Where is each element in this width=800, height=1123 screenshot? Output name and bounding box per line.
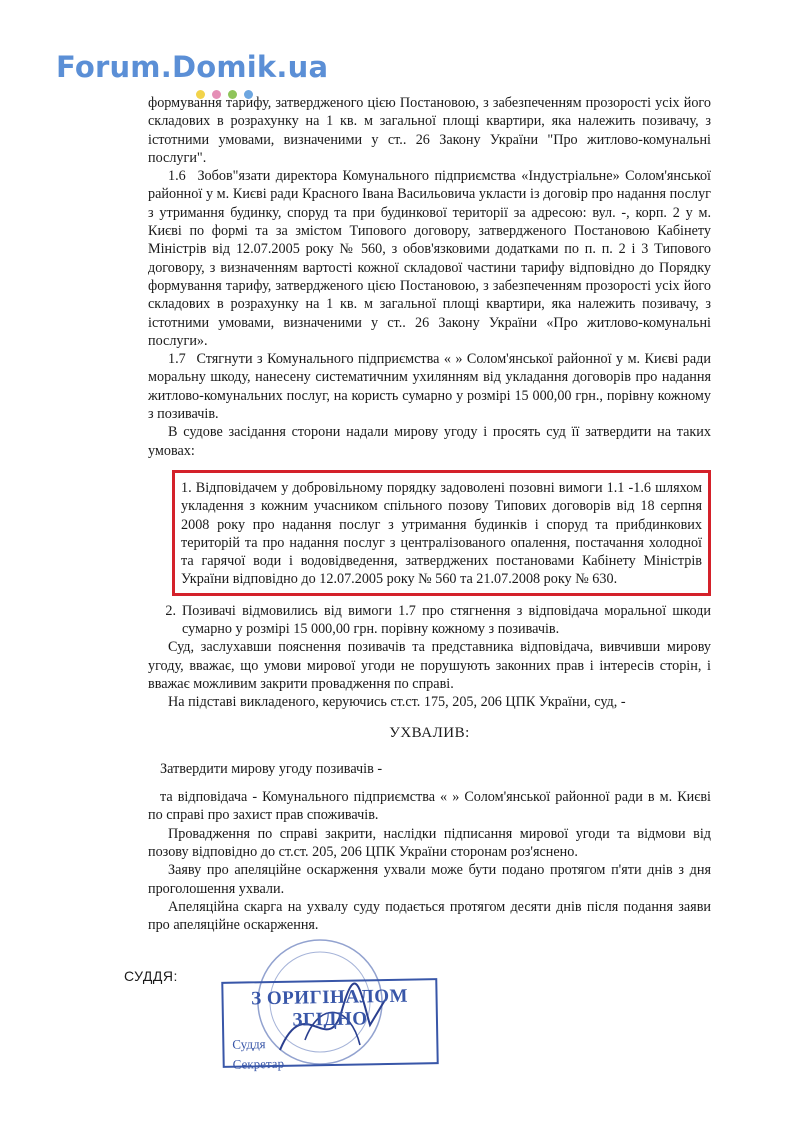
paragraph-continuation: формування тарифу, затвердженого цією Постановою, з забезпеченням прозорості усіх його складових в розрахунку на 1 кв. м загальної площі квартири, яка належить позивачу, з істотними умовами, визначеними у ст.. 26 Закону України "Про житлово-комунальні послуги". [148,95,711,166]
paragraph-text: Зобов"язати директора Комунального підприємства «Індустріальне» Солом'янської районної у м. Києві ради Красного Івана Васильовича укласти із договір про надання послуг з утримання будинку, споруд та при будинкової території за адресою: вул. -, корп. 2 у м. Києві по формі та за змістом Типового договору, затвердженого Постановою Кабінету Міністрів від 12.07.2005 року № 560, з обов'язковими додатками по п. п. 2 і 3 Типового договору, з визначенням вартості кожної складової частини тарифу відповідно до Порядку формування тарифу, затвердженого цією Постановою, з забезпеченням прозорості усіх його складових в розрахунку на 1 кв. м загальної площі квартири, яка належить позивачу, з істотними умовами, визначеними у ст.. 26 Закону України «Про житлово-комунальні послуги». [148,168,711,349]
paragraph-legal-basis: На підставі викладеного, керуючись ст.ст. 175, 205, 206 ЦПК України, суд, - [168,694,626,711]
term-item [148,602,711,639]
court-stamp [210,930,450,1080]
document-page [148,94,711,934]
highlighted-term [172,470,711,596]
paragraph-court-review: Суд, заслухавши пояснення позивачів та представника відповідача, вивчивши мирову угоду, вважає, що умови мирової угоди не порушують законних прав і інтересів сторін, і вважає можливим закрити провадження по справі. [148,639,711,692]
term-text: Відповідачем у добровільному порядку задоволені позовні вимоги 1.1 -1.6 шляхом укладення з кожним учасником спільного позову Типових договорів від 18 серпня 2008 року про надання послуг з утримання будинків і споруд та прибдинкових територій та про надання послуг з централізованого опалення, постачання холодної та гарячої води і водовідведення, затверджених постановами Кабінету Міністрів України відповідно до 12.07.2005 року № 560 та 21.07.2008 року № 630. [181,479,702,588]
ruling-appeal-notice: Заяву про апеляційне оскарження ухвали може бути подано протягом п'яти днів з дня проголошення ухвали. [148,862,711,897]
ruling-appeal-deadline: Апеляційна скарга на ухвалу суду подається протягом десяти днів після подання заяви про апеляційне оскарження. [148,898,711,934]
ruling-approve: Затвердити мирову угоду позивачів - [160,760,383,777]
paragraph-number: 1.7 [168,351,186,368]
paragraph-1-7 [148,350,711,423]
certification-stamp [221,978,438,1072]
paragraph-text: Стягнути з Комунального підприємства « » Солом'янської районної у м. Києві ради моральну шкоду, нанесену систематичним ухилянням від укладання договорів про надання житлово-комунальних послуг, на користь сумарно у розмірі 15 000,00 грн., порівну кожному з позивачів. [148,351,711,423]
paragraph-1-6 [148,167,711,350]
stamp-title: З ОРИГІНАЛОМ ЗГІДНО [250,985,409,1031]
stamp-judge-line: Суддя [232,1036,266,1052]
ruling-title: УХВАЛИВ: [389,724,470,741]
stamp-secretary-line: Секретар [232,1055,285,1072]
paragraph-number: 1.6 [168,168,186,185]
judge-label: СУДДЯ: [124,968,178,984]
watermark-logo: Forum.Domik.ua [56,50,329,84]
ruling-parties: та відповідача - Комунального підприємства « » Солом'янської районної ради в м. Києві по справі про захист прав споживачів. [148,789,711,824]
paragraph-settlement-intro: В судове засідання сторони надали мирову угоду і просять суд її затвердити на таких умовах: [148,424,711,459]
ruling-closure: Провадження по справі закрити, наслідки підписання мирової угоди та відмови від позову відповідно до ст.ст. 205, 206 ЦПК України сторонам роз'яснено. [148,825,711,860]
term-number: 1. [181,479,192,496]
term-text: Позивачі відмовились від вимоги 1.7 про стягнення з відповідача моральної шкоди сумарно у розмірі 15 000,00 грн. порівну кожному з позивачів. [182,602,711,638]
term-number: 2. [165,602,176,619]
